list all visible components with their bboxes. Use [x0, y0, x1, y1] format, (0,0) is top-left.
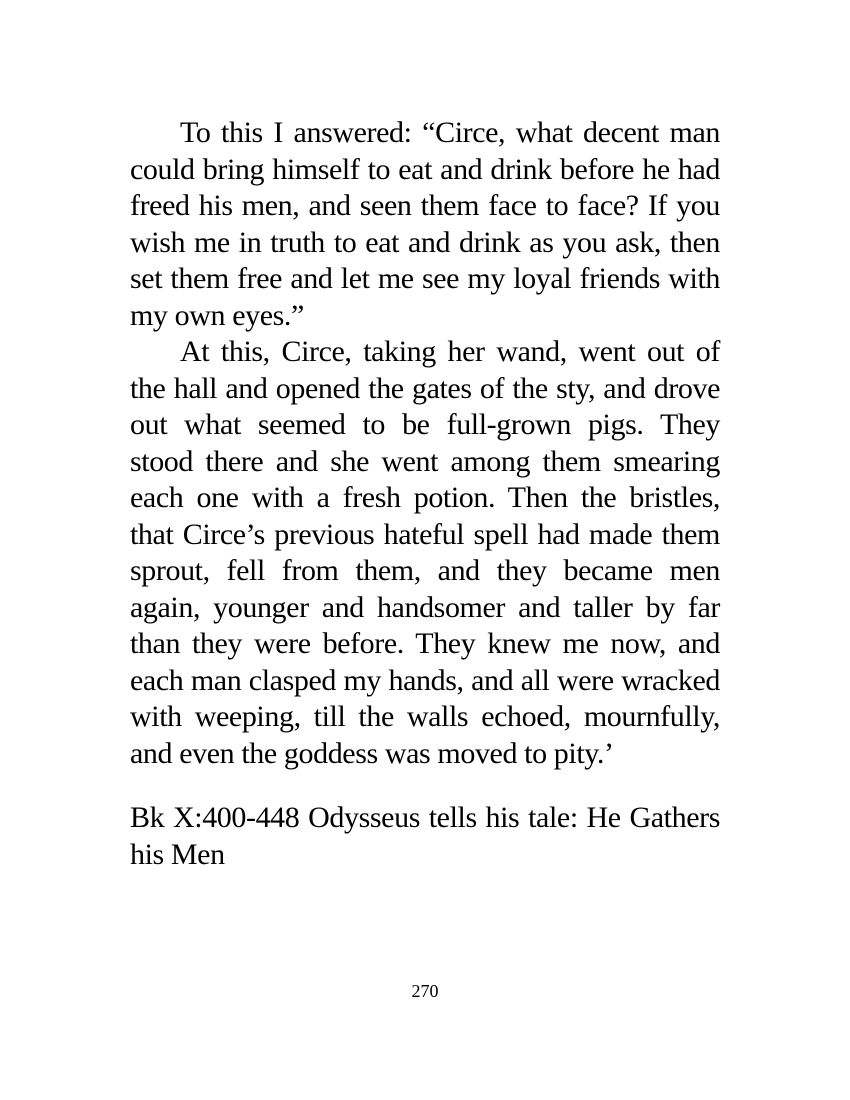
page-body	[130, 115, 720, 873]
body-paragraph-2: At this, Circe, taking her wand, went out of the hall and opened the gates of the sty, and drove out what seemed to be full-grown pigs. They stood there and she went among them smearing each one with a fresh potion. Then the bristles, that Circe’s previous hateful spell had made them sprout, fell from them, and they became men again, younger and handsomer and taller by far than they were before. They knew me now, and each man clasped my hands, and all were wracked with weeping, till the walls echoed, mournfully, and even the goddess was moved to pity.’	[130, 335, 720, 770]
page-number: 270	[411, 981, 439, 1001]
body-paragraph-1: To this I answered: “Circe, what decent man could bring himself to eat and drink before he had freed his men, and seen them face to face? If you wish me in truth to eat and drink as you ask, then set them free and let me see my loyal friends with my own eyes.”	[130, 116, 720, 332]
section-heading: Bk X:400-448 Odysseus tells his tale: He Gathers his Men	[130, 801, 720, 871]
